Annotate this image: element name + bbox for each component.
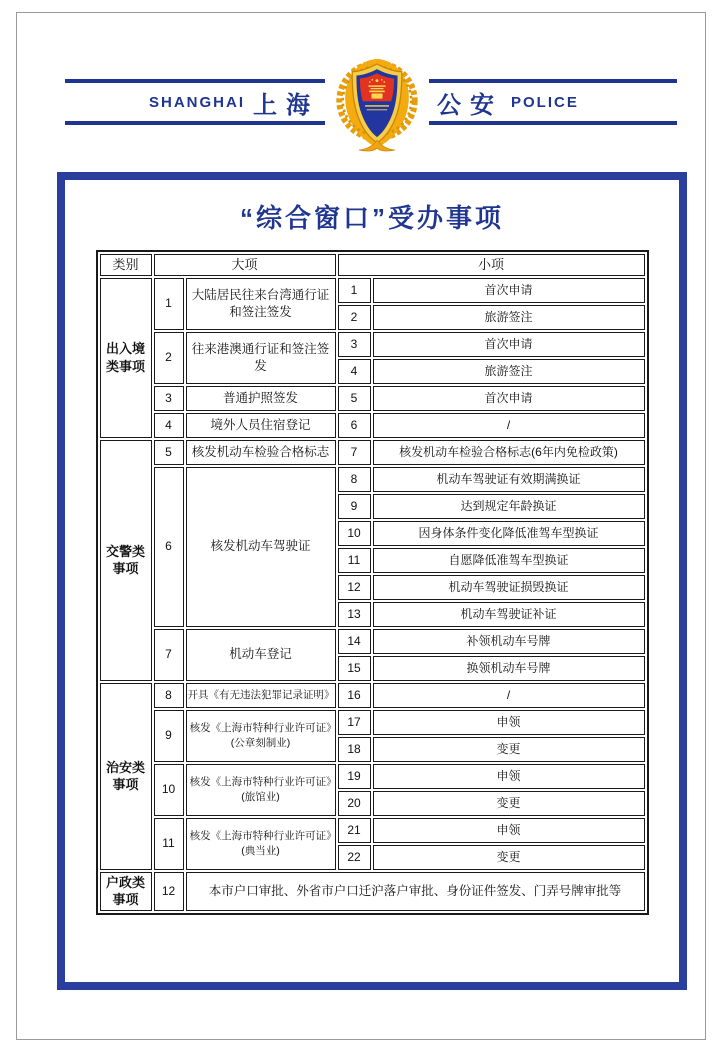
table-row [100, 872, 645, 911]
major-no-cell: 3 [154, 386, 184, 411]
masthead-left [65, 79, 325, 125]
minor-name-cell: 换领机动车号牌 [373, 656, 645, 681]
major-name-cell: 开具《有无违法犯罪记录证明》 [186, 683, 336, 708]
minor-no-cell: 18 [338, 737, 371, 762]
minor-name-cell: 补领机动车号牌 [373, 629, 645, 654]
minor-no-cell: 5 [338, 386, 371, 411]
major-no-cell: 8 [154, 683, 184, 708]
minor-name-cell: 旅游签注 [373, 305, 645, 330]
minor-name-cell: 变更 [373, 737, 645, 762]
minor-no-cell: 2 [338, 305, 371, 330]
minor-name-cell: 首次申请 [373, 386, 645, 411]
gongan-cn-label: 公安 [437, 91, 503, 119]
table-row [100, 386, 645, 411]
minor-no-cell: 19 [338, 764, 371, 789]
minor-no-cell: 17 [338, 710, 371, 735]
minor-name-cell: 首次申请 [373, 332, 645, 357]
table-row [100, 710, 645, 735]
major-no-cell: 12 [154, 872, 184, 911]
masthead-right [429, 79, 677, 125]
minor-name-cell: 机动车驾驶证损毁换证 [373, 575, 645, 600]
minor-no-cell: 1 [338, 278, 371, 303]
table-header-row [100, 254, 645, 276]
table-row [100, 629, 645, 654]
major-name-cell: 普通护照签发 [186, 386, 336, 411]
minor-name-cell: 首次申请 [373, 278, 645, 303]
minor-no-cell: 21 [338, 818, 371, 843]
table-row [100, 278, 645, 303]
category-cell: 户政类事项 [100, 872, 152, 911]
table-row [100, 467, 645, 492]
table-row [100, 818, 645, 843]
major-no-cell: 4 [154, 413, 184, 438]
minor-name-cell: 机动车驾驶证有效期满换证 [373, 467, 645, 492]
minor-name-cell: / [373, 413, 645, 438]
minor-no-cell: 22 [338, 845, 371, 870]
major-no-cell: 11 [154, 818, 184, 870]
minor-no-cell: 3 [338, 332, 371, 357]
minor-name-cell: 申领 [373, 818, 645, 843]
minor-no-cell: 20 [338, 791, 371, 816]
minor-name-cell: / [373, 683, 645, 708]
table-row [100, 332, 645, 357]
content-frame [57, 172, 687, 990]
header-minor: 小项 [338, 254, 645, 276]
minor-name-cell: 旅游签注 [373, 359, 645, 384]
major-name-cell: 往来港澳通行证和签注签发 [186, 332, 336, 384]
major-no-cell: 10 [154, 764, 184, 816]
category-cell: 交警类事项 [100, 440, 152, 681]
minor-name-cell: 达到规定年龄换证 [373, 494, 645, 519]
major-name-cell: 机动车登记 [186, 629, 336, 681]
minor-name-cell: 申领 [373, 710, 645, 735]
major-name-cell: 大陆居民往来台湾通行证和签注签发 [186, 278, 336, 330]
major-name-cell: 核发《上海市特种行业许可证》(典当业) [186, 818, 336, 870]
minor-name-cell: 变更 [373, 791, 645, 816]
major-no-cell: 1 [154, 278, 184, 330]
table-row [100, 413, 645, 438]
category-cell: 出入境类事项 [100, 278, 152, 438]
minor-name-cell: 核发机动车检验合格标志(6年内免检政策) [373, 440, 645, 465]
minor-no-cell: 16 [338, 683, 371, 708]
header-category: 类别 [100, 254, 152, 276]
major-name-cell: 核发机动车驾驶证 [186, 467, 336, 627]
minor-name-cell: 变更 [373, 845, 645, 870]
minor-no-cell: 8 [338, 467, 371, 492]
minor-name-cell: 因身体条件变化降低准驾车型换证 [373, 521, 645, 546]
minor-no-cell: 11 [338, 548, 371, 573]
services-table-body [100, 278, 645, 911]
shanghai-en-label: SHANGHAI [148, 93, 245, 111]
services-table [96, 250, 649, 915]
minor-no-cell: 12 [338, 575, 371, 600]
major-name-cell: 核发机动车检验合格标志 [186, 440, 336, 465]
major-name-cell: 核发《上海市特种行业许可证》(旅馆业) [186, 764, 336, 816]
minor-no-cell: 15 [338, 656, 371, 681]
page-title: “综合窗口”受办事项 [239, 203, 504, 233]
police-en-label: POLICE [511, 93, 579, 111]
header-major: 大项 [154, 254, 336, 276]
masthead [65, 79, 677, 125]
police-emblem-icon [325, 52, 429, 153]
major-no-cell: 6 [154, 467, 184, 627]
major-no-cell: 7 [154, 629, 184, 681]
major-name-cell: 本市户口审批、外省市户口迁沪落户审批、身份证件签发、门弄号牌审批等 [186, 872, 645, 911]
major-name-cell: 核发《上海市特种行业许可证》(公章刻制业) [186, 710, 336, 762]
minor-no-cell: 7 [338, 440, 371, 465]
major-no-cell: 2 [154, 332, 184, 384]
table-row [100, 764, 645, 789]
shanghai-cn-label: 上海 [253, 91, 319, 119]
major-no-cell: 5 [154, 440, 184, 465]
minor-name-cell: 机动车驾驶证补证 [373, 602, 645, 627]
table-row [100, 440, 645, 465]
minor-no-cell: 13 [338, 602, 371, 627]
minor-no-cell: 9 [338, 494, 371, 519]
minor-no-cell: 14 [338, 629, 371, 654]
minor-name-cell: 申领 [373, 764, 645, 789]
minor-no-cell: 10 [338, 521, 371, 546]
minor-no-cell: 6 [338, 413, 371, 438]
category-cell: 治安类事项 [100, 683, 152, 870]
minor-no-cell: 4 [338, 359, 371, 384]
major-no-cell: 9 [154, 710, 184, 762]
minor-name-cell: 自愿降低准驾车型换证 [373, 548, 645, 573]
major-name-cell: 境外人员住宿登记 [186, 413, 336, 438]
table-row [100, 683, 645, 708]
